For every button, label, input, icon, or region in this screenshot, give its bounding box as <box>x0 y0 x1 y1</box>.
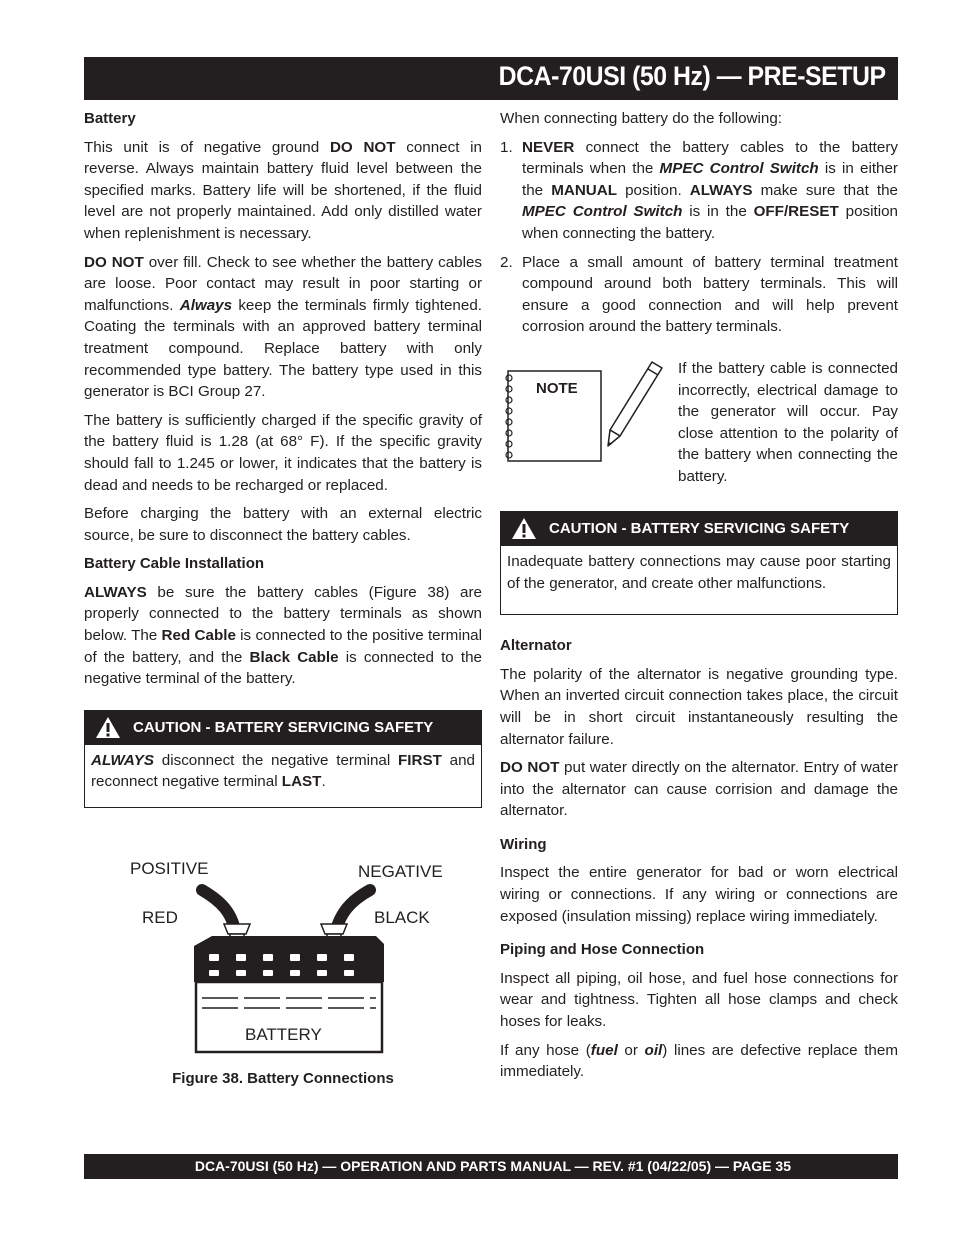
step-number: 2. <box>500 253 513 271</box>
text-run: position. <box>617 181 690 199</box>
text-run: keep the terminals firmly tightened. Coating the terminals with an approved battery terminal treatment compound. Replace battery with only recommended type battery. The battery type used in this generator is BCI Group 27. <box>84 296 482 401</box>
text-run: is in the <box>682 203 754 221</box>
text-run: Place a small amount of battery terminal treatment compound around both battery terminals. This will ensure a good connection and will help prevent corrosion around the battery terminals. <box>522 253 898 336</box>
battery-diagram <box>84 850 482 1065</box>
text-run: put water directly on the alternator. Entry of water into the alternator can cause corrision and damage the alternator. <box>500 759 899 820</box>
caution-header <box>85 711 481 745</box>
text-run: position when connecting the battery. <box>522 203 898 242</box>
connection-steps <box>500 137 898 338</box>
text-run-bold-italic: fuel <box>590 1041 618 1059</box>
text-run: make sure that the <box>752 181 898 199</box>
positive-label: POSITIVE <box>130 859 209 878</box>
text-run-bold: MANUAL <box>551 181 618 199</box>
text-run-bold-italic: Always <box>179 296 233 314</box>
text-run: be sure the battery cables (Figure 38) are properly connected to the battery terminals as shown below. The <box>84 583 482 645</box>
page-header-bar <box>84 57 898 100</box>
alternator-heading: Alternator <box>500 637 572 655</box>
page-footer: DCA-70USI (50 Hz) — OPERATION AND PARTS MANUAL — REV. #1 (04/22/05) — PAGE 35 <box>84 1154 898 1179</box>
text-run-bold: OFF/RESET <box>753 203 839 221</box>
caution-box-left <box>84 710 482 808</box>
caution-body <box>85 745 481 807</box>
piping-paragraph-1: Inspect all piping, oil hose, and fuel hose connections for wear and tightness. Tighten all hose clamps and check hoses for leaks. <box>500 969 898 1031</box>
text-run-bold-italic: ALWAYS <box>91 751 155 769</box>
text-run-bold: DO NOT <box>329 138 396 156</box>
page-title: DCA-70USI (50 Hz) — PRE-SETUP <box>499 61 886 91</box>
text-run: and reconnect negative terminal <box>91 751 475 791</box>
text-run: is connected to the positive terminal of the battery, and the <box>84 627 482 666</box>
step-2 <box>500 252 898 338</box>
figure-caption: Figure 38. Battery Connections <box>172 1070 394 1087</box>
battery-paragraph-3: The battery is sufficiently charged if the specific gravity of the battery fluid is 1.28 (at 68° F). If the specific gravity should fall to 1.245 or lower, it indicates that the battery is dead and needs to be recharged or replaced. <box>84 411 482 494</box>
warning-triangle-icon <box>95 716 121 739</box>
note-label: NOTE <box>536 379 578 397</box>
caution-title: CAUTION - BATTERY SERVICING SAFETY <box>549 520 850 538</box>
text-run: If any hose ( <box>500 1041 591 1059</box>
black-label: BLACK <box>374 908 430 927</box>
text-run-bold: LAST <box>281 773 322 791</box>
note-text: If the battery cable is connected incorrectly, electrical damage to the generator will occur. Pay close attention to the polarity of the battery when connecting the battery. <box>678 359 898 485</box>
text-run: is in either the <box>522 160 898 199</box>
battery-paragraph-4: Before charging the battery with an external electric source, be sure to disconnect the battery cables. <box>84 505 482 544</box>
step-1 <box>500 137 898 245</box>
figure-battery-connections <box>84 850 482 1100</box>
step-number: 1. <box>500 138 513 156</box>
red-label: RED <box>142 908 178 927</box>
connecting-intro: When connecting battery do the following: <box>500 110 782 127</box>
text-run-bold: DO NOT <box>500 759 560 777</box>
wiring-paragraph: Inspect the entire generator for bad or worn electrical wiring or connections. If any wiring or connections are exposed (insulation missing) replace wiring immediately. <box>500 864 898 925</box>
caution-title: CAUTION - BATTERY SERVICING SAFETY <box>133 719 434 737</box>
text-run-bold-italic: oil <box>644 1041 663 1059</box>
text-run-bold: ALWAYS <box>84 583 147 601</box>
text-run-bold: DO NOT <box>84 253 144 271</box>
battery-paragraph-1 <box>84 137 482 245</box>
text-run-bold: FIRST <box>398 751 442 769</box>
text-run: or <box>617 1041 645 1059</box>
battery-paragraph-2 <box>84 252 482 403</box>
caution-header <box>501 512 897 546</box>
text-run: disconnect the negative terminal <box>154 751 399 769</box>
caution-box-right <box>500 511 898 615</box>
text-run-bold-italic: MPEC Control Switch <box>659 160 819 178</box>
cable-installation-heading: Battery Cable Installation <box>84 555 265 573</box>
text-run-bold-italic: MPEC Control Switch <box>522 203 683 221</box>
text-run: connect in reverse. Always maintain battery fluid level between the specified marks. Battery life will be shortened, if the fluid level are not properly maintained. Add only distilled water when replenishment is necessary. <box>84 138 482 242</box>
text-run: . <box>321 773 326 791</box>
piping-heading: Piping and Hose Connection <box>500 941 705 959</box>
text-run: ) lines are defective replace them immediately. <box>500 1041 898 1081</box>
alternator-paragraph-1: The polarity of the alternator is negative grounding type. When an inverted circuit connection takes place, the circuit will be in short circuit instantaneously resulting the alternator failure. <box>500 665 898 748</box>
cable-installation-paragraph <box>84 582 482 690</box>
negative-label: NEGATIVE <box>358 862 443 881</box>
text-run-bold: Red Cable <box>161 627 236 645</box>
text-run-bold: ALWAYS <box>689 181 753 199</box>
alternator-paragraph-2 <box>500 757 898 822</box>
wiring-heading: Wiring <box>500 835 547 853</box>
text-run: connect the battery cables to the battery terminals when the <box>522 138 898 178</box>
text-run: This unit is of negative ground <box>84 138 330 156</box>
note-block <box>500 358 898 503</box>
battery-label: BATTERY <box>245 1025 322 1044</box>
battery-top <box>194 936 384 982</box>
right-column <box>500 108 898 1090</box>
battery-heading: Battery <box>84 110 136 127</box>
text-run: over fill. Check to see whether the battery cables are loose. Poor contact may result in poor starting or malfunctions. <box>84 253 482 314</box>
text-run: is connected to the negative terminal of the battery. <box>84 648 482 688</box>
text-run-bold: Black Cable <box>249 648 339 666</box>
text-run-bold: NEVER <box>522 138 575 156</box>
warning-triangle-icon <box>511 517 537 540</box>
pencil-icon <box>604 358 666 450</box>
left-column <box>84 108 482 822</box>
caution-body: Inadequate battery connections may cause poor starting of the generator, and create other malfunctions. <box>507 552 891 592</box>
piping-paragraph-2 <box>500 1040 898 1083</box>
